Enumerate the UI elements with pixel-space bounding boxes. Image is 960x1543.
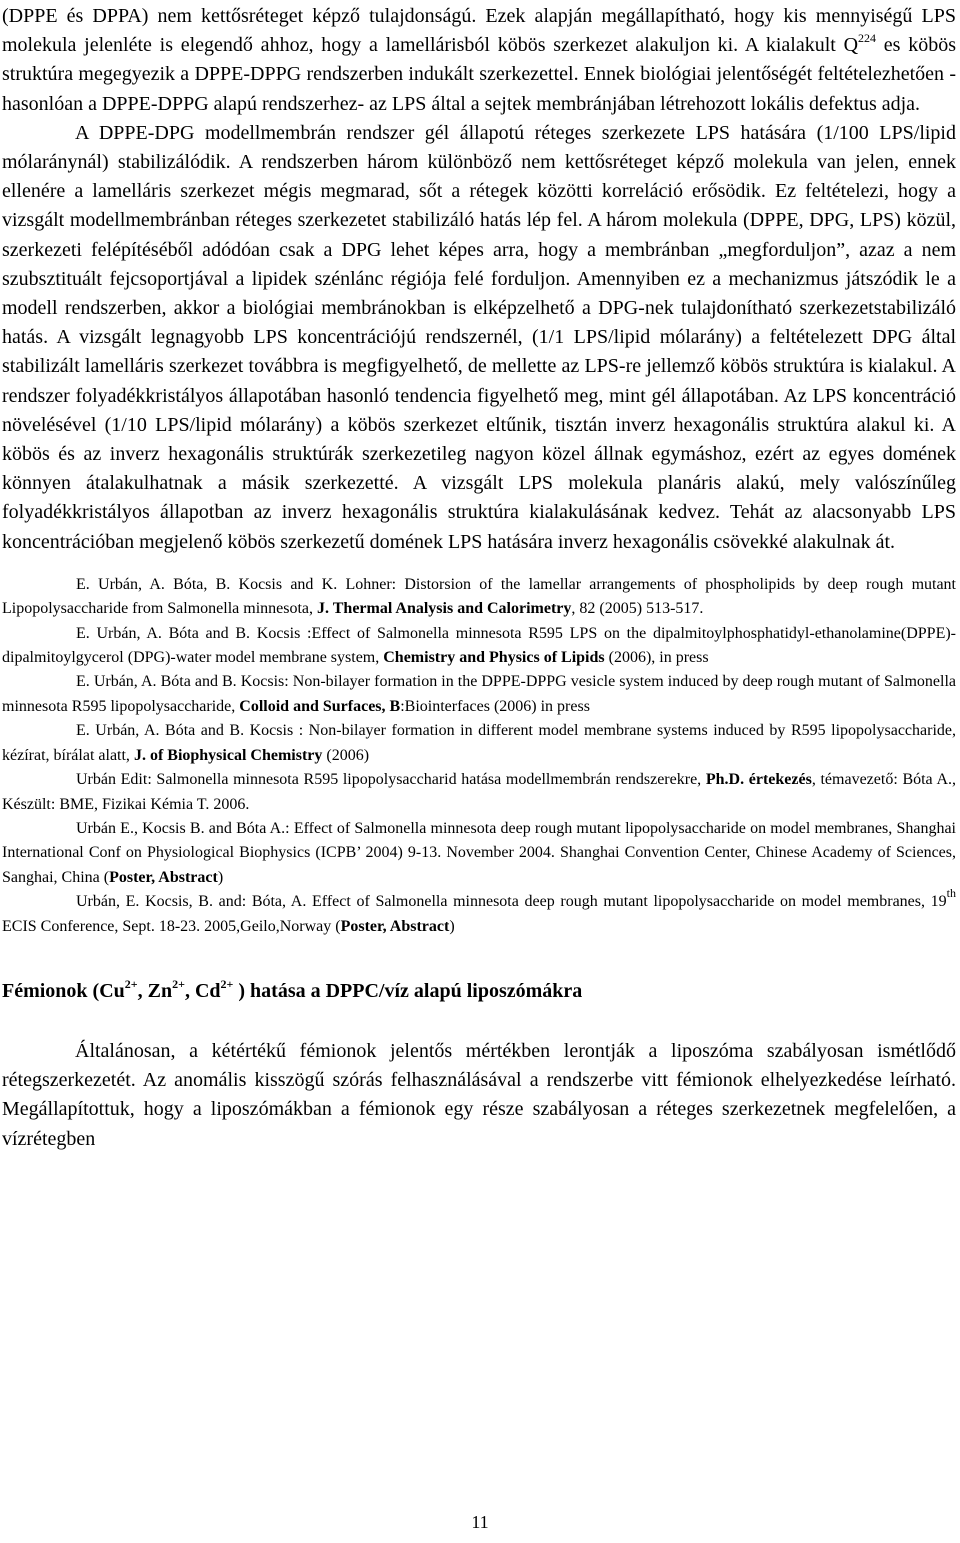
reference-journal: J. of Biophysical Chemistry: [133, 746, 323, 764]
reference-item: [2, 886, 956, 939]
heading-text: , Cd: [184, 979, 221, 1002]
heading-text: ) hatása a DPPC/víz alapú liposzómákra: [233, 979, 583, 1002]
reference-tail: ): [449, 917, 455, 935]
reference-tail: , témavezető: Bóta A., Készült: BME, Fizikai Kémia T. 2006.: [2, 771, 957, 813]
heading-text: , Zn: [137, 979, 173, 1002]
paragraph-2: A DPPE-DPG modellmembrán rendszer gél állapotú réteges szerkezete LPS hatására (1/100 LPS/lipid mólaránynál) stabilizálódik. A rendszerben három különböző nem kettősréteget képző molekula van jelen, ennek ellenére a lamelláris szerkezet mégis megmarad, sőt a rétegek közötti korreláció erősödik. Ez feltételezi, hogy a vizsgált modellmembránban réteges szerkezetet stabilizáló hatás lép fel. A három molekula (DPPE, DPG, LPS) közül, szerkezeti felépítéséből adódóan csak a DPG lehet képes arra, hogy a membránban „megforduljon”, azaz a nem szubsztituált fejcsoportjával a lipidek szénlánc régiója felé forduljon. Amennyiben ez a mechanizmus játszódik le a modell rendszerben, akkor a biológiai membránokban is elképzelhető a DPG-nek tulajdonítható szerkezetstabilizáló hatás. A vizsgált legnagyobb LPS koncentrációjú rendszernél, (1/1 LPS/lipid mólarány) a feltételezett DPG által stabilizált lamelláris szerkezet továbbra is megfigyelhető, de mellette az LPS-re jellemző köbös struktúra is kialakul. A rendszer folyadékkristályos állapotában hasonló tendencia figyelhető meg, mint gél állapotában. Az LPS koncentráció növelésével (1/10 LPS/lipid mólarány) a köbös szerkezet eltűnik, tisztán inverz hexagonális struktúra alakul ki. A köbös és az inverz hexagonális struktúrák szerkezetileg nagyon közel állnak egymáshoz, ezért az egyes domének könnyen átalakulhatnak a másik szerkezetté. A vizsgált LPS molekula planáris alakú, mely valószínűleg folyadékkristályos állapotban az inverz hexagonális struktúra kialakulásának kedvez. Tehát az alacsonyabb LPS koncentrációban megjelenő köbös szerkezetű domének LPS hatására inverz hexagonális csövekké alakulnak át.: [2, 121, 956, 553]
paragraph-1: [2, 2, 956, 119]
reference-tail: ): [217, 868, 224, 886]
reference-journal: J. Thermal Analysis and Calorimetry: [317, 600, 572, 618]
superscript: 2+: [124, 976, 138, 991]
reference-text: E. Urbán, A. Bóta and B. Kocsis : Non-bilayer formation in different model membrane systems induced by R595 lipopolysaccharide, kézírat, bírálat alatt,: [2, 722, 956, 764]
reference-text: E. Urbán, A. Bóta and B. Kocsis: Non-bilayer formation in the DPPE-DPPG vesicle system induced by deep rough mutant of Salmonella minnesota R595 lipopolysaccharide,: [2, 673, 956, 715]
reference-text: Urbán Edit: Salmonella minnesota R595 lipopolysaccharid hatása modellmembrán rendszerekre,: [76, 771, 706, 789]
reference-item: [2, 719, 956, 768]
reference-text: Urbán, E. Kocsis, B. and: Bóta, A. Effect of Salmonella minnesota deep rough mutant lipopolysaccharide on model membranes, 19: [76, 893, 947, 911]
reference-text: E. Urbán, A. Bóta, B. Kocsis and K. Lohner: Distorsion of the lamellar arrangements of phospholipids by deep rough mutant Lipopolysaccharide from Salmonella minnesota,: [2, 575, 956, 618]
reference-item: [2, 622, 956, 671]
references-list: [2, 573, 956, 939]
paragraph-1-text-a: (DPPE és DPPA) nem kettősréteget képző tulajdonságú. Ezek alapján megállapítható, hogy kis mennyiségű LPS molekula jelenléte is elegendő ahhoz, hogy a lamellárisból köbös szerkezet alakuljon ki. A kialakult Q: [2, 5, 956, 57]
superscript: 2+: [172, 976, 185, 991]
reference-text: Urbán E., Kocsis B. and Bóta A.: Effect of Salmonella minnesota deep rough mutant lipopolysaccharide on model membranes, Shanghai International Conf on Physiological Biophysics (ICPB’ 2004) 9-13. November 2004. Shanghai Convention Center, Chinese Academy of Sciences, Sanghai, China (: [2, 819, 956, 886]
reference-journal: Poster, Abstract: [340, 917, 450, 935]
reference-text: ECIS Conference, Sept. 18-23. 2005,Geilo,Norway (: [2, 917, 341, 935]
reference-journal: Ph.D. értekezés: [705, 771, 812, 789]
reference-journal: Chemistry and Physics of Lipids: [383, 649, 605, 667]
page-number: 11: [471, 1512, 489, 1532]
superscript: 224: [858, 31, 877, 46]
reference-item: [2, 573, 956, 622]
reference-tail: , 82 (2005) 513-517.: [571, 600, 704, 618]
superscript: 2+: [220, 976, 234, 991]
reference-item: [2, 817, 956, 890]
reference-journal: Colloid and Surfaces, B: [239, 697, 401, 715]
reference-text: E. Urbán, A. Bóta and B. Kocsis :Effect of Salmonella minnesota R595 LPS on the dipalmitoylphosphatidyl-ethanolamine(DPPE)-dipalmitoylgycerol (DPG)-water model membrane system,: [2, 624, 956, 667]
section-body: [2, 1037, 956, 1154]
reference-journal: Poster, Abstract: [109, 868, 218, 886]
reference-item: [2, 670, 956, 719]
body-text: [2, 2, 956, 557]
paragraph-3: Általánosan, a kétértékű fémionok jelentős mértékben lerontják a liposzóma szabályosan ismétlődő rétegszerkezetét. Az anomális kisszögű szórás felhasználásával a rendszerbe vitt fémionok elhelyezkedése leírható. Megállapítottuk, hogy a liposzómákban a fémionok egy része szabályosan a réteges szerkezetnek megfelelően, a vízrétegben: [2, 1039, 956, 1150]
reference-tail: :Biointerfaces (2006) in press: [400, 697, 590, 715]
reference-tail: (2006), in press: [604, 649, 709, 667]
reference-item: [2, 768, 956, 817]
superscript: th: [946, 886, 956, 901]
reference-tail: (2006): [322, 746, 370, 764]
section-heading: [2, 977, 956, 1005]
heading-text: Fémionok (Cu: [2, 979, 125, 1002]
paragraph-1-text-b: es köbös struktúra megegyezik a DPPE-DPPG rendszerben indukált szerkezettel. Ennek biológiai jelentőségét feltételezhetően - hasonlóan a DPPE-DPPG alapú rendszerhez- az LPS által a sejtek membránjában létrehozott lokális defektus adja.: [2, 34, 956, 115]
